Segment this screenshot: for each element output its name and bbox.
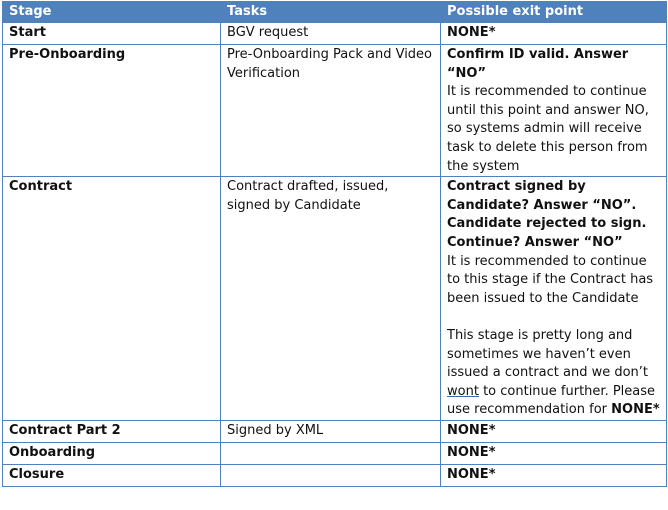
table-row-onboarding	[3, 442, 667, 464]
misspelled-word: wont	[447, 383, 479, 399]
exit-condition: Confirm ID valid. Answer “NO”	[447, 47, 629, 81]
tasks-cell: Pre-Onboarding Pack and Video Verification	[221, 45, 441, 177]
header-stage: Stage	[3, 2, 221, 23]
table-row-closure	[3, 464, 667, 486]
paragraph-gap	[447, 308, 660, 327]
exit-cell: NONE*	[441, 464, 667, 486]
table-row-contract-part-2	[3, 420, 667, 442]
exit-recommendation: It is recommended to continue to this stage if the Contract has been issued to the Candidate	[447, 253, 654, 306]
exit-cell: NONE*	[441, 420, 667, 442]
exit-cell	[441, 177, 667, 421]
exit-cell	[441, 45, 667, 177]
stage-cell: Onboarding	[3, 442, 221, 464]
remark-none: NONE*	[611, 402, 660, 418]
remark-text-b: to continue further. Please use recommendation for	[447, 383, 656, 418]
exit-recommendation: It is recommended to continue until this point and answer NO, so systems admin will receive task to delete this person from the system	[447, 84, 649, 174]
table-header-row	[3, 2, 667, 23]
stage-cell: Start	[3, 23, 221, 45]
remark-text-a: This stage is pretty long and sometimes we haven’t even issued a contract and we don’t	[447, 327, 649, 381]
table-row-pre-onboarding	[3, 45, 667, 177]
exit-condition: Contract signed by Candidate? Answer “NO”. Candidate rejected to sign. Continue? Answer “NO”	[447, 179, 647, 250]
tasks-cell: Contract drafted, issued, signed by Candidate	[221, 177, 441, 421]
tasks-cell	[221, 442, 441, 464]
stage-cell: Contract Part 2	[3, 420, 221, 442]
stage-cell: Closure	[3, 464, 221, 486]
tasks-cell	[221, 464, 441, 486]
tasks-cell: BGV request	[221, 23, 441, 45]
header-tasks: Tasks	[221, 2, 441, 23]
stage-cell: Contract	[3, 177, 221, 421]
stage-cell: Pre-Onboarding	[3, 45, 221, 177]
table-row-contract	[3, 177, 667, 421]
exit-remark	[447, 327, 660, 420]
header-exit-point: Possible exit point	[441, 2, 667, 23]
exit-cell: NONE*	[441, 442, 667, 464]
tasks-cell: Signed by XML	[221, 420, 441, 442]
onboarding-stages-table	[2, 1, 667, 487]
exit-cell: NONE*	[441, 23, 667, 45]
table-row-start	[3, 23, 667, 45]
